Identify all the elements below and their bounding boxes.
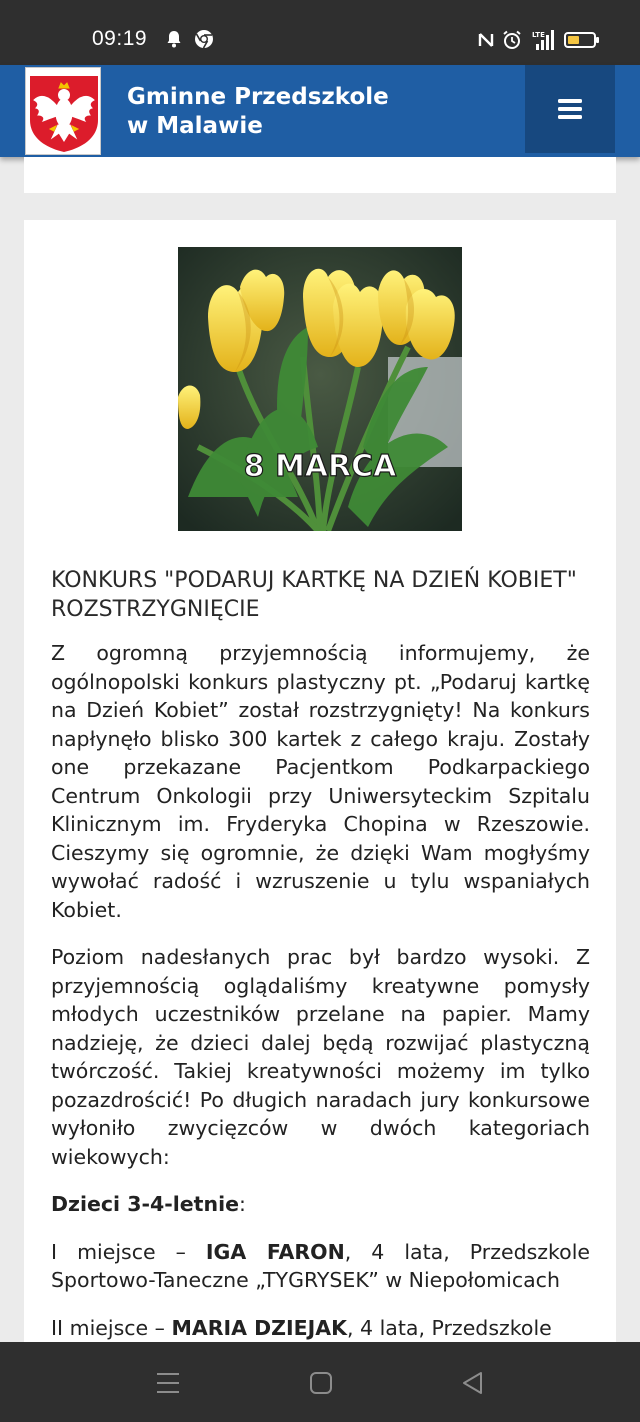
battery-icon [564, 30, 600, 50]
site-title-line2: w Malawie [127, 113, 263, 139]
category-heading: Dzieci 3-4-letnie [51, 1192, 239, 1216]
winner-place-2 [51, 1314, 590, 1343]
tulips-image-icon [178, 247, 462, 531]
place2-details: , 4 lata, Przedszkole [347, 1315, 552, 1340]
signal-icon [530, 29, 556, 51]
article-image[interactable] [178, 247, 462, 531]
place1-prefix: I miejsce – [51, 1239, 206, 1264]
category-colon: : [239, 1192, 246, 1216]
article-paragraph-2: Poziom nadesłanych prac był bardzo wysoki. Z przyjemnością oglądaliśmy kreatywne pomysły młodych uczestników przelane na papier. Mamy nadzieję, że dzieci dalej będą rozwijać plastyczną twórczość. Takiej kreatywności możemy im tylko pozazdrościć! Po długich naradach jury konkursowe wyłoniło zwycięzców w dwóch kategoriach wiekowych: [51, 945, 590, 1169]
article-title: KONKURS "PODARUJ KARTKĘ NA DZIEŃ KOBIET" ROZSTRZYGNIĘCIE [51, 568, 577, 622]
image-caption: 8 MARCA [243, 449, 397, 484]
article-card [24, 220, 616, 1360]
place1-details: , 4 lata, Przedszkole Sportowo-Taneczne „TYGRYSEK” w Niepołomicach [51, 1239, 591, 1292]
site-title-line1: Gminne Przedszkole [127, 84, 389, 110]
network-label: LTE [532, 31, 545, 39]
hamburger-icon [557, 98, 583, 120]
previous-card [24, 157, 616, 193]
home-icon[interactable] [309, 1371, 333, 1395]
hamburger-menu-button[interactable] [525, 65, 615, 153]
place2-prefix: II miejsce – [51, 1315, 172, 1340]
chrome-icon [194, 29, 214, 49]
status-bar [0, 0, 640, 65]
site-header [0, 65, 640, 157]
article-paragraph-1: Z ogromną przyjemnością informujemy, że ogólnopolski konkurs plastyczny pt. „Podaruj kartkę na Dzień Kobiet” został rozstrzygnięty! Na konkurs napłynęło blisko 300 kartek z całego kraju. Zostały one przekazane Pacjentkom Podkarpackiego Centrum Onkologii przy Uniwersyteckim Szpitalu Klinicznym im. Fryderyka Chopina w Rzeszowie. Cieszymy się ogromnie, że dzięki Wam mogłyśmy wywołać radość i wzruszenie u tylu wspaniałych Kobiet. [51, 641, 590, 922]
alarm-icon [502, 30, 522, 50]
status-icons [478, 28, 600, 52]
winner-place-1 [51, 1238, 590, 1295]
recent-apps-icon[interactable] [156, 1371, 180, 1395]
back-icon[interactable] [461, 1371, 485, 1395]
status-time: 09:19 [92, 27, 148, 50]
bell-icon [164, 29, 184, 49]
system-nav-bar [0, 1342, 640, 1422]
place2-name: MARIA DZIEJAK [171, 1315, 348, 1340]
poland-emblem-logo[interactable] [25, 67, 101, 155]
article-content [51, 639, 590, 1361]
eagle-emblem-icon [26, 68, 102, 156]
place1-name: IGA FARON [205, 1239, 345, 1264]
site-title[interactable] [127, 83, 389, 141]
category-heading-paragraph [51, 1190, 590, 1219]
nfc-icon [478, 30, 494, 50]
